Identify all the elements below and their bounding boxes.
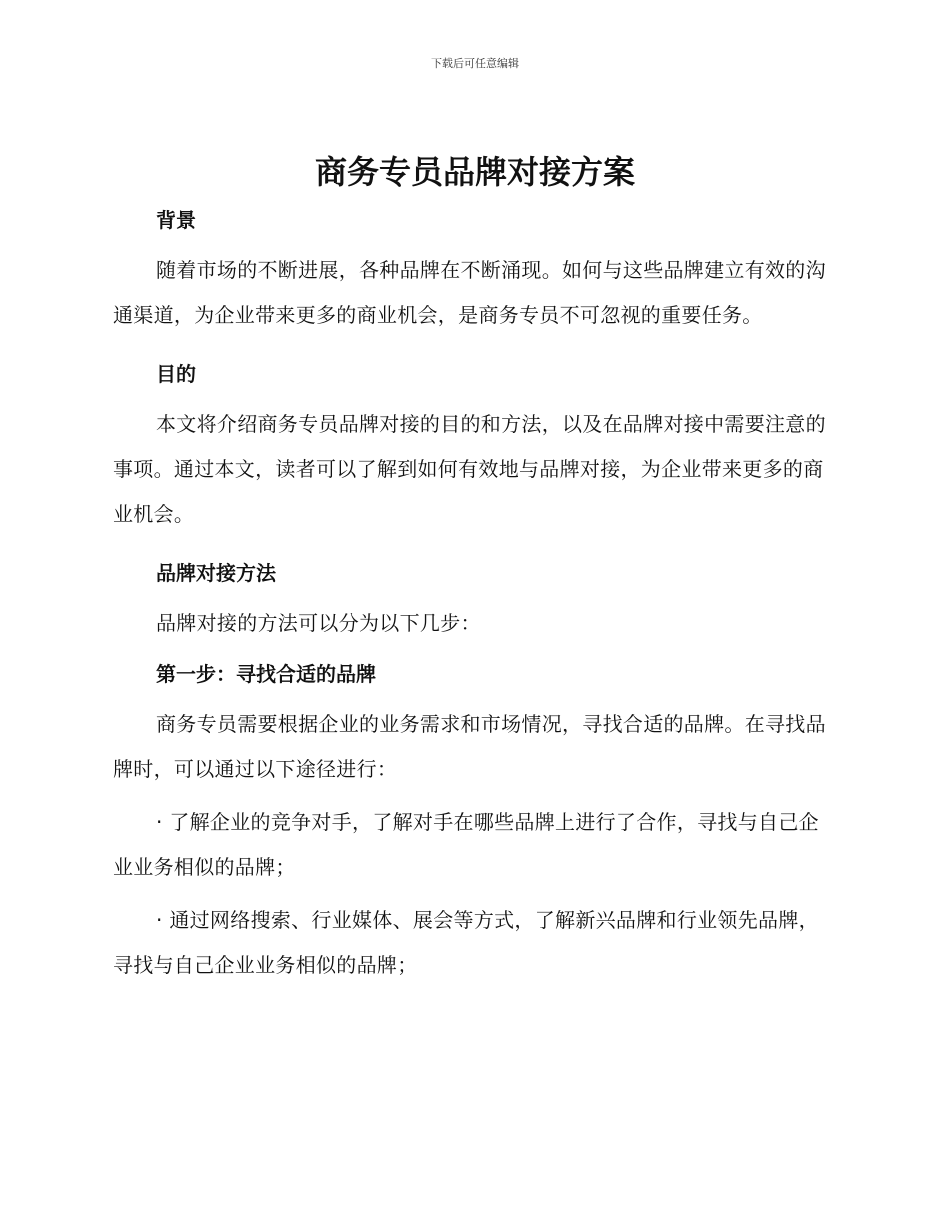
paragraph-background: 随着市场的不断进展，各种品牌在不断涌现。如何与这些品牌建立有效的沟通渠道，为企业带来更多的商业机会，是商务专员不可忽视的重要任务。 — [113, 258, 826, 327]
document-title: 商务专员品牌对接方案 — [314, 153, 635, 191]
section-heading-background: 背景 — [156, 208, 196, 232]
paragraph-purpose: 本文将介绍商务专员品牌对接的目的和方法，以及在品牌对接中需要注意的事项。通过本文，读者可以了解到如何有效地与品牌对接，为企业带来更多的商业机会。 — [113, 412, 826, 526]
paragraph-method-intro: 品牌对接的方法可以分为以下几步： — [156, 611, 481, 635]
bullet-item: · 通过网络搜索、行业媒体、展会等方式，了解新兴品牌和行业领先品牌，寻找与自己企业业务相似的品牌； — [113, 908, 819, 977]
section-heading-step1: 第一步：寻找合适的品牌 — [156, 662, 376, 686]
bullet-item: · 了解企业的竞争对手，了解对手在哪些品牌上进行了合作，寻找与自己企业业务相似的品牌； — [113, 810, 819, 879]
header-note: 下载后可任意编辑 — [431, 57, 519, 70]
document-body — [113, 200, 833, 988]
paragraph-step1: 商务专员需要根据企业的业务需求和市场情况，寻找合适的品牌。在寻找品牌时，可以通过以下途径进行： — [113, 712, 826, 781]
section-heading-purpose: 目的 — [156, 362, 196, 386]
section-heading-method: 品牌对接方法 — [156, 561, 276, 585]
